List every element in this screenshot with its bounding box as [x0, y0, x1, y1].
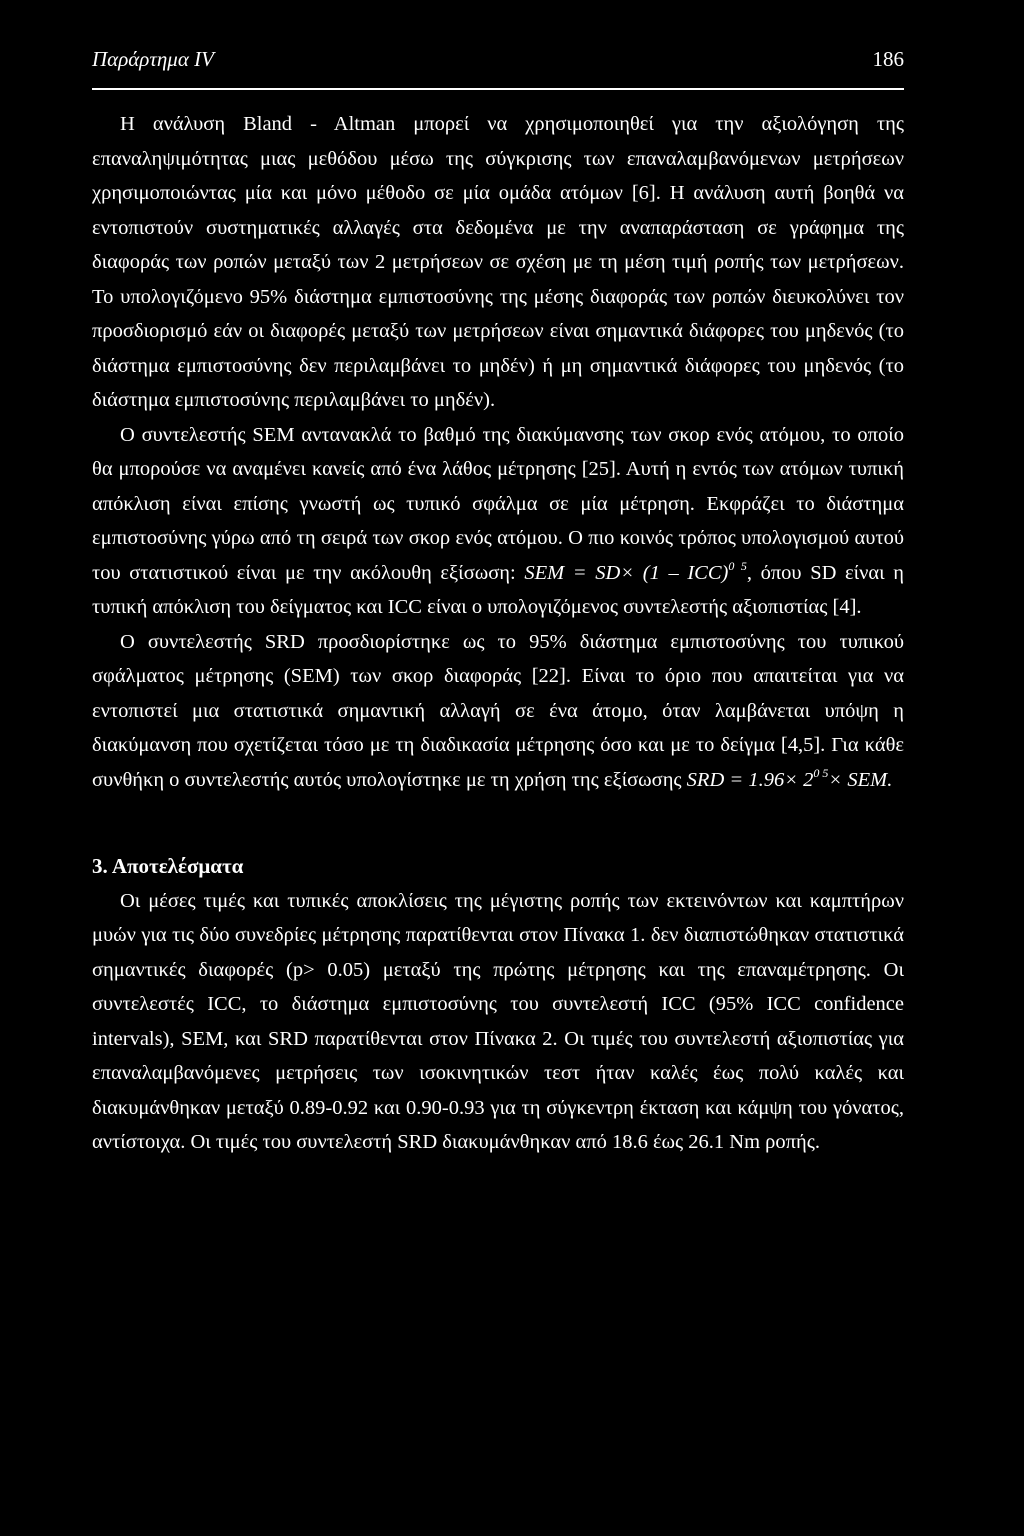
page-body: [92, 107, 904, 1160]
srd-formula-part2: × SEM.: [828, 768, 893, 791]
page-header: [92, 44, 904, 74]
paragraph-srd: [92, 625, 904, 798]
srd-text: Ο συντελεστής SRD προσδιορίστηκε ως το 95% διάστημα εμπιστοσύνης του τυπικού σφάλματος μέτρησης (SEM) των σκορ διαφοράς [22]. Είναι το όριο που απαιτείται για να εντοπιστεί μια στατιστικά σημαντική αλλαγή σε ένα άτομο, όταν λαμβάνεται υπόψη η διακύμανση που σχετίζεται τόσο με τη διαδικασία μέτρησης όσο και με το δείγμα [4,5]. Για κάθε συνθήκη ο συντελεστής αυτός υπολογίστηκε με τη χρήση της εξίσωσης: [92, 630, 904, 791]
srd-formula-exponent: 0 5: [813, 765, 829, 780]
paragraph-sem: [92, 418, 904, 625]
sem-text: Ο συντελεστής SEM αντανακλά το βαθμό της διακύμανσης των σκορ ενός ατόμου, το οποίο θα μπορούσε να αναμένει κανείς από ένα λάθος μέτρησης [25]. Αυτή η εντός των ατόμων τυπική απόκλιση είναι επίσης γνωστή ως τυπικό σφάλμα σε μία μέτρηση. Εκφράζει το διάστημα εμπιστοσύνης γύρω από τη σειρά των σκορ ενός ατόμου. Ο πιο κοινός τρόπος υπολογισμού αυτού του στατιστικού είναι με την ακόλουθη εξίσωση:: [92, 423, 904, 584]
srd-formula-part1: SRD = 1.96× 2: [686, 768, 814, 791]
section-gap: [92, 797, 904, 849]
paragraph-results: Οι μέσες τιμές και τυπικές αποκλίσεις της μέγιστης ροπής των εκτεινόντων και καμπτήρων μυών για τις δύο συνεδρίες μέτρησης παρατίθενται στον Πίνακα 1. δεν διαπιστώθηκαν στατιστικά σημαντικές διαφορές (p> 0.05) μεταξύ της πρώτης μέτρησης και της επαναμέτρησης. Οι συντελεστές ICC, το διάστημα εμπιστοσύνης του συντελεστή ICC (95% ICC confidence intervals), SEM, και SRD παρατίθενται στον Πίνακα 2. Οι τιμές του συντελεστή αξιοπιστίας για επαναλαμβανόμενες μετρήσεις των ισοκινητικών τεστ ήταν καλές έως πολύ καλές και διακυμάνθηκαν μεταξύ 0.89-0.92 και 0.90-0.93 για τη σύγκεντρη έκταση και κάμψη του γόνατος, αντίστοιχα. Οι τιμές του συντελεστή SRD διακυμάνθηκαν από 18.6 έως 26.1 Nm ροπής.: [92, 889, 904, 1153]
sem-formula: SEM = SD× (1 – ICC): [524, 561, 729, 584]
paragraph-bland-altman: Η ανάλυση Bland - Altman μπορεί να χρησιμοποιηθεί για την αξιολόγηση της επαναληψιμότητας μιας μεθόδου μέσω της σύγκρισης των επαναλαμβανόμενων μετρήσεων χρησιμοποιώντας μία και μόνο μέθοδο σε μία ομάδα ατόμων [6]. Η ανάλυση αυτή βοηθά να εντοπιστούν συστηματικές αλλαγές στα δεδομένα με την αναπαράσταση σε γράφημα της διαφοράς των ροπών μεταξύ των 2 μετρήσεων σε σχέση με τη μέση τιμή ροπής των μετρήσεων. Το υπολογιζόμενο 95% διάστημα εμπιστοσύνης της μέσης διαφοράς των ροπών διευκολύνει τον προσδιορισμό εάν οι διαφορές μεταξύ των μετρήσεων είναι σημαντικά διάφορες του μηδενός (το διάστημα εμπιστοσύνης δεν περιλαμβάνει το μηδέν) ή μη σημαντικά διάφορες του μηδενός (το διάστημα εμπιστοσύνης περιλαμβάνει το μηδέν).: [92, 113, 904, 411]
sem-after-text: , όπου SD είναι η τυπική απόκλιση του δείγματος και ICC είναι ο υπολογιζόμενος συντελεστής αξιοπιστίας [4].: [92, 561, 905, 618]
section-heading-results: 3. Αποτελέσματα: [92, 854, 244, 878]
header-divider: [92, 88, 904, 90]
page-number: 186: [872, 47, 904, 71]
section-label: Παράρτημα IV: [92, 47, 214, 71]
sem-formula-exponent: 0 5: [728, 558, 747, 573]
